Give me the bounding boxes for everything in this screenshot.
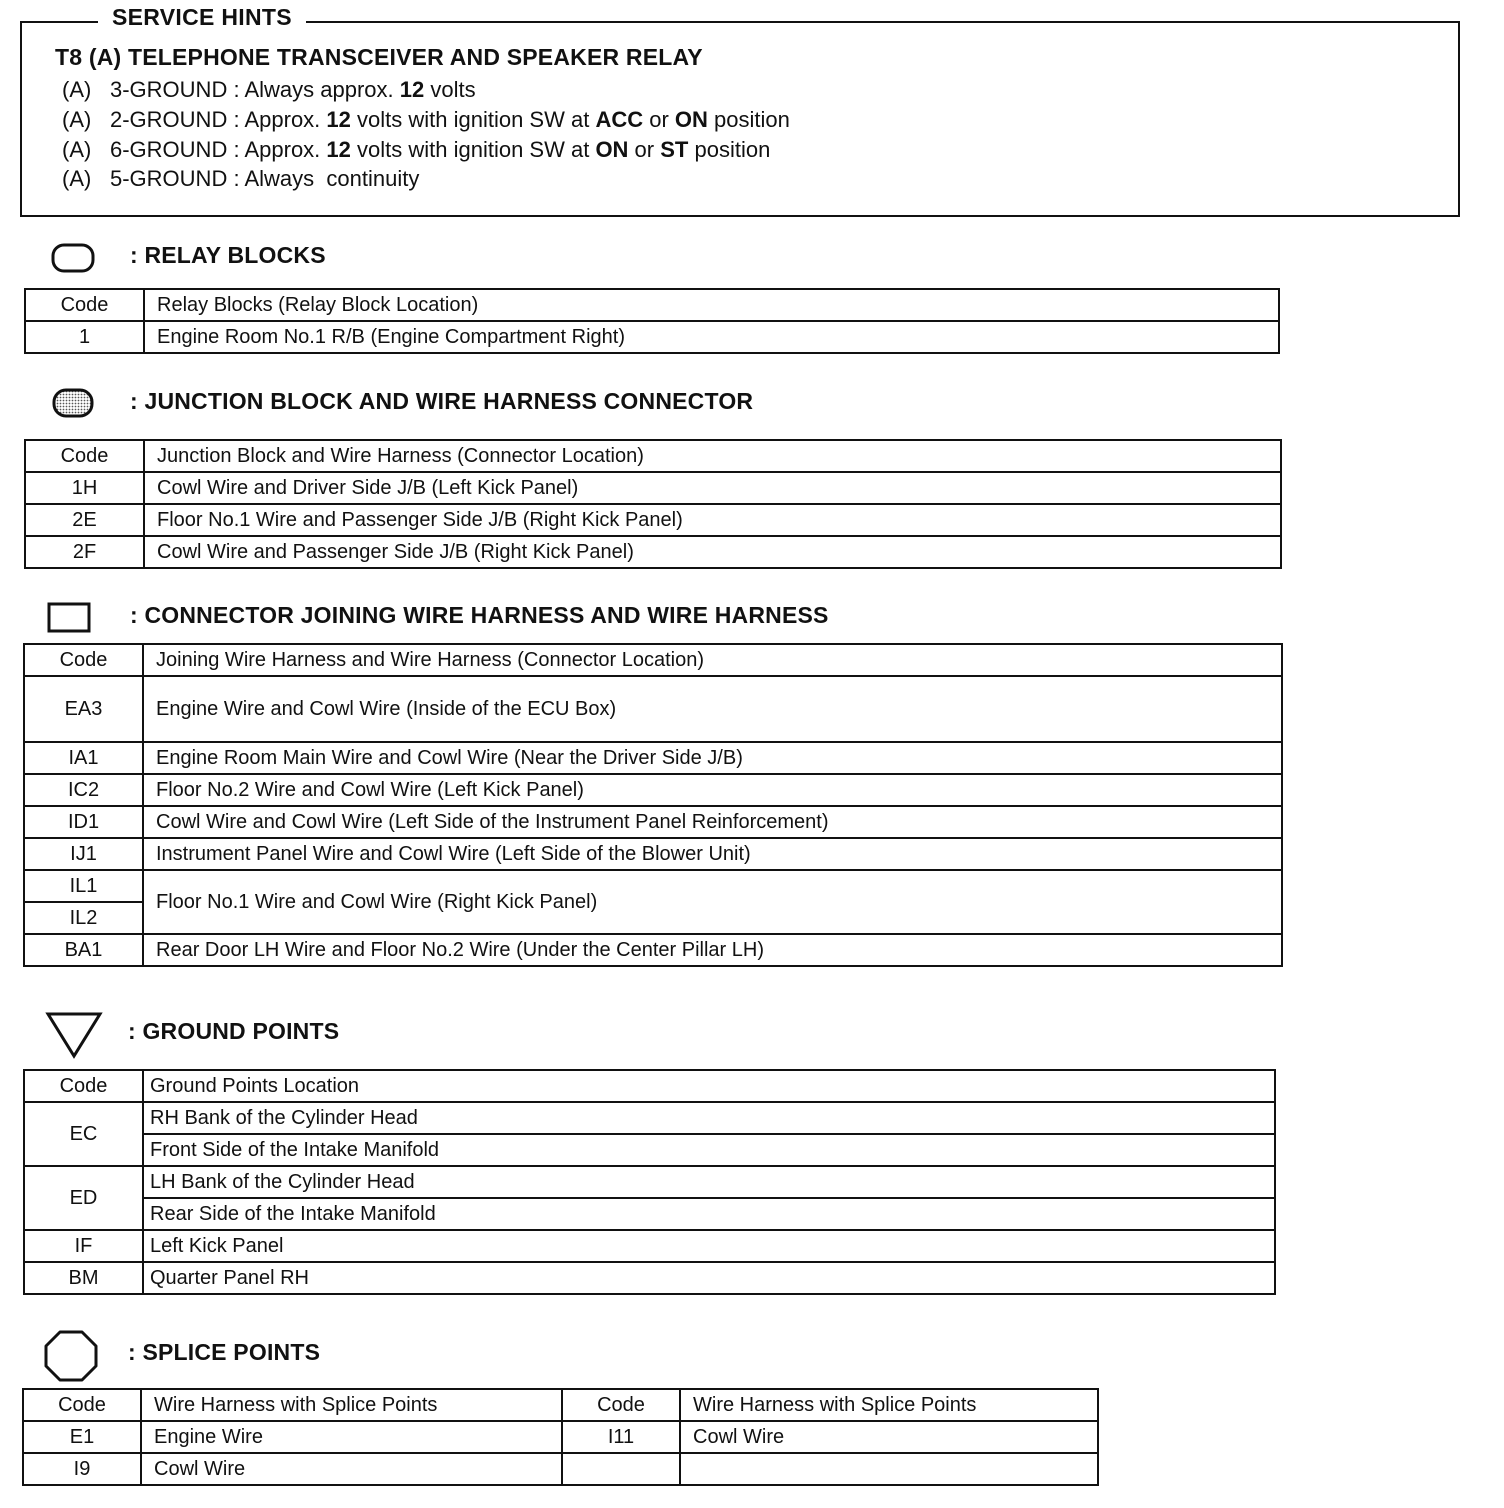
hint-text: position [688,137,771,162]
junction-block-symbol-icon [50,387,98,421]
row-code: BM [24,1262,143,1294]
table-row [25,536,1281,568]
hint-bold: ST [660,137,689,162]
service-hints-title: T8 (A) TELEPHONE TRANSCEIVER AND SPEAKER RELAY [55,44,703,70]
table-row [25,504,1281,536]
table-row [24,1262,1275,1294]
row-code: 1 [25,321,144,353]
table-row [24,774,1282,806]
hint-text: volts with ignition SW at [350,137,596,162]
ground-points-heading: : GROUND POINTS [128,1018,340,1044]
header-description: Junction Block and Wire Harness (Connector Location) [144,440,1281,472]
hint-text: Always approx. [244,77,400,102]
table-row [24,934,1282,966]
row-description: Floor No.2 Wire and Cowl Wire (Left Kick Panel) [143,774,1282,806]
service-hints-legend: SERVICE HINTS [98,4,306,31]
row-code: 1H [25,472,144,504]
row-description: Cowl Wire and Driver Side J/B (Left Kick Panel) [144,472,1281,504]
row-description: LH Bank of the Cylinder Head [143,1166,1275,1198]
hint-sep: : [227,107,245,132]
ground-point-symbol-icon [44,1010,104,1060]
row-code: I9 [23,1453,141,1485]
hint-text: or [628,137,661,162]
row-code: E1 [23,1421,141,1453]
row-code: IF [24,1230,143,1262]
row-description: Rear Side of the Intake Manifold [143,1198,1275,1230]
table-row [24,870,1282,902]
header-description: Ground Points Location [143,1070,1275,1102]
header-code: Code [562,1389,680,1421]
row-code: 2E [25,504,144,536]
hint-text: volts [424,77,476,102]
hint-bold: ACC [595,107,644,132]
junction-blocks-table [24,439,1282,569]
table-row [24,1230,1275,1262]
table-header-row [25,289,1279,321]
row-description: Floor No.1 Wire and Passenger Side J/B (Right Kick Panel) [144,504,1281,536]
row-description: Instrument Panel Wire and Cowl Wire (Left Side of the Blower Unit) [143,838,1282,870]
header-description: Joining Wire Harness and Wire Harness (Connector Location) [143,644,1282,676]
row-description: Engine Wire [141,1421,562,1453]
row-description: Quarter Panel RH [143,1262,1275,1294]
relay-block-symbol-icon [50,242,98,274]
table-row [24,806,1282,838]
table-row [25,472,1281,504]
relay-blocks-table [24,288,1280,354]
row-code: ED [24,1166,143,1230]
hint-text: Approx. [244,137,327,162]
header-code: Code [25,440,144,472]
hint-pins: 5-GROUND [110,166,228,191]
row-description: Cowl Wire [141,1453,562,1485]
table-row [24,676,1282,742]
hint-pins: 2-GROUND [110,107,228,132]
hint-bold: 12 [326,137,351,162]
table-row [24,1166,1275,1198]
connectors-heading: : CONNECTOR JOINING WIRE HARNESS AND WIRE HARNESS [130,602,829,628]
row-code: EC [24,1102,143,1166]
header-code: Code [23,1389,141,1421]
hint-sep: : [227,166,245,191]
hint-pins: 6-GROUND [110,137,228,162]
row-description: RH Bank of the Cylinder Head [143,1102,1275,1134]
row-description: Cowl Wire [680,1421,1098,1453]
row-code: EA3 [24,676,143,742]
row-description: Left Kick Panel [143,1230,1275,1262]
table-header-row [24,1070,1275,1102]
header-code: Code [25,289,144,321]
row-code [562,1453,680,1485]
row-code: I11 [562,1421,680,1453]
table-row [24,742,1282,774]
hint-pins: 3-GROUND [110,77,228,102]
row-code: IL2 [24,902,143,934]
header-description: Relay Blocks (Relay Block Location) [144,289,1279,321]
hint-bold: ON [674,107,708,132]
relay-blocks-heading: : RELAY BLOCKS [130,242,326,268]
row-code: BA1 [24,934,143,966]
hint-sep: : [227,137,245,162]
row-description: Floor No.1 Wire and Cowl Wire (Right Kick Panel) [143,870,1282,934]
ground-points-table [23,1069,1276,1295]
junction-blocks-heading: : JUNCTION BLOCK AND WIRE HARNESS CONNECTOR [130,388,754,414]
hint-bold: 12 [326,107,351,132]
table-header-row [24,644,1282,676]
row-code: IL1 [24,870,143,902]
row-description [680,1453,1098,1485]
row-description: Cowl Wire and Cowl Wire (Left Side of the Instrument Panel Reinforcement) [143,806,1282,838]
row-code: IJ1 [24,838,143,870]
hint-line [62,77,476,103]
hint-sep: : [227,77,245,102]
row-description: Engine Room No.1 R/B (Engine Compartment Right) [144,321,1279,353]
row-description: Front Side of the Intake Manifold [143,1134,1275,1166]
row-code: 2F [25,536,144,568]
hint-code: (A) [62,166,92,191]
connector-symbol-icon [46,601,94,635]
header-description: Wire Harness with Splice Points [680,1389,1098,1421]
hint-code: (A) [62,137,92,162]
hint-line [62,166,419,192]
hint-text: Always continuity [244,166,420,191]
table-row [24,838,1282,870]
table-row [24,1198,1275,1230]
row-code: IC2 [24,774,143,806]
hint-text: position [707,107,790,132]
hint-bold: 12 [399,77,425,102]
table-row [23,1421,1098,1453]
table-row [25,321,1279,353]
table-row [24,1102,1275,1134]
header-description: Wire Harness with Splice Points [141,1389,562,1421]
splice-points-table [22,1388,1099,1486]
hint-code: (A) [62,77,92,102]
hint-text: or [643,107,675,132]
splice-point-symbol-icon [42,1328,100,1384]
row-description: Engine Wire and Cowl Wire (Inside of the ECU Box) [143,676,1282,742]
table-row [23,1453,1098,1485]
table-header-row [25,440,1281,472]
table-row [24,1134,1275,1166]
connectors-table [23,643,1283,967]
splice-points-heading: : SPLICE POINTS [128,1339,321,1365]
hint-code: (A) [62,107,92,132]
header-code: Code [24,644,143,676]
hint-line [62,137,770,163]
row-description: Cowl Wire and Passenger Side J/B (Right Kick Panel) [144,536,1281,568]
header-code: Code [24,1070,143,1102]
table-header-row [23,1389,1098,1421]
row-description: Engine Room Main Wire and Cowl Wire (Near the Driver Side J/B) [143,742,1282,774]
row-description: Rear Door LH Wire and Floor No.2 Wire (Under the Center Pillar LH) [143,934,1282,966]
hint-bold: ON [595,137,629,162]
hint-text: volts with ignition SW at [350,107,596,132]
hint-text: Approx. [244,107,327,132]
hint-line [62,107,790,133]
row-code: IA1 [24,742,143,774]
row-code: ID1 [24,806,143,838]
